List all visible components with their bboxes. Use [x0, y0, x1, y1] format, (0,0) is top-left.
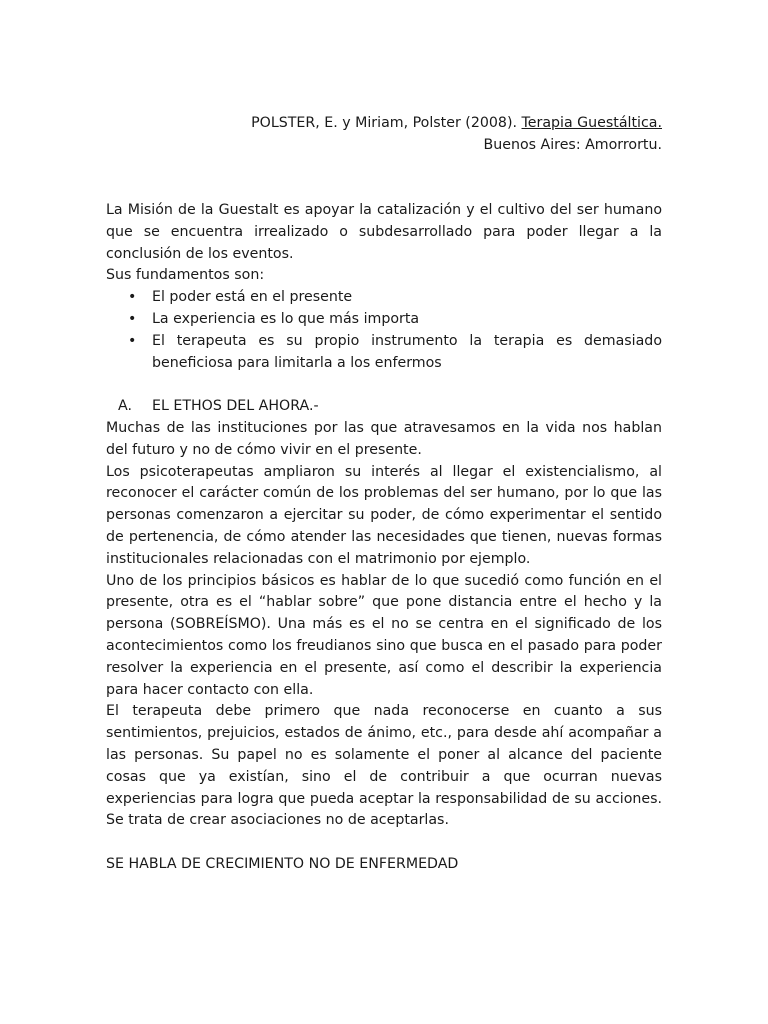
citation-book-title: Terapia Guestáltica.: [521, 115, 662, 131]
body-paragraph: El terapeuta debe primero que nada reconocerse en cuanto a sus sentimientos, prejuicios, estados de ánimo, etc., para desde ahí acompañar a las personas. Su papel no es solamente el poner al alcance del paciente cosas que ya existían, sino el de contribuir a que ocurran nuevas experiencias para logra que pueda aceptar la responsabilidad de su acciones. Se trata de crear asociaciones no de aceptarlas.: [106, 703, 662, 829]
fundamentos-label: Sus fundamentos son:: [106, 267, 265, 284]
document-body: [106, 200, 662, 876]
fundamentos-list: [106, 287, 662, 374]
citation-authors: POLSTER, E. y Miriam, Polster (2008).: [251, 115, 517, 131]
body-paragraph: Los psicoterapeutas ampliaron su interés al llegar el existencialismo, al reconocer el carácter común de los problemas del ser humano, por lo que las personas comenzaron a ejercitar su poder, de cómo experimentar el sentido de pertenencia, de cómo atender las necesidades que tienen, nuevas formas institucionales relacionadas con el matrimonio por ejemplo.: [106, 463, 662, 567]
list-item: [106, 309, 662, 331]
body-paragraph: Muchas de las instituciones por las que atravesamos en la vida nos hablan del futuro y no de cómo vivir en el presente.: [106, 419, 662, 458]
spacer: [106, 374, 662, 396]
section-heading: [106, 396, 662, 418]
bullet-icon: •: [128, 310, 137, 327]
citation-block: [251, 113, 662, 156]
bullet-icon: •: [128, 289, 137, 306]
list-item: [106, 331, 662, 375]
citation-line-2: Buenos Aires: Amorrortu.: [483, 136, 662, 153]
body-paragraph: Uno de los principios básicos es hablar de lo que sucedió como función en el presente, otra es el “hablar sobre” que pone distancia entre el hecho y la persona (SOBREÍSMO). Una más es el no se centra en el significado de los acontecimientos como los freudianos sino que busca en el pasado para poder resolver la experiencia en el presente, así como el describir la experiencia para hacer contacto con ella.: [106, 572, 662, 698]
citation-line-1: [251, 113, 662, 135]
list-item-text: La experiencia es lo que más importa: [152, 310, 420, 327]
bullet-icon: •: [128, 332, 137, 349]
list-item-text: El poder está en el presente: [152, 289, 353, 306]
closing-statement: SE HABLA DE CRECIMIENTO NO DE ENFERMEDAD: [106, 855, 459, 872]
section-title: EL ETHOS DEL AHORA.-: [152, 398, 319, 415]
list-item: [106, 287, 662, 309]
list-item-text: El terapeuta es su propio instrumento la terapia es demasiado beneficiosa para limitarla a los enfermos: [152, 332, 662, 371]
section-marker: A.: [118, 398, 132, 415]
intro-paragraph: La Misión de la Guestalt es apoyar la catalización y el cultivo del ser humano que se encuentra irrealizado o subdesarrollado para poder llegar a la conclusión de los eventos.: [106, 202, 662, 262]
spacer: [106, 832, 662, 854]
